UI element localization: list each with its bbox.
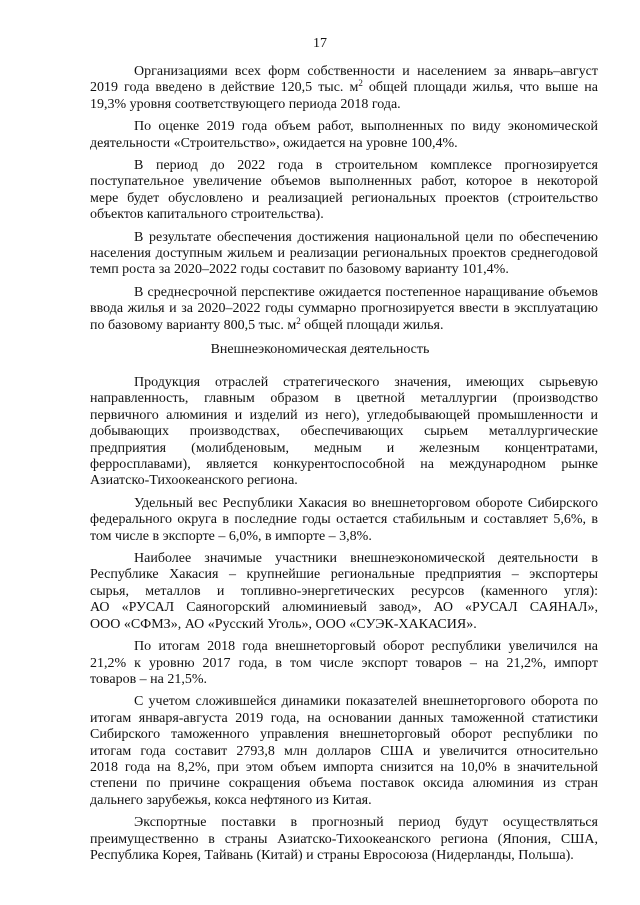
paragraph-construction-estimate — [90, 119, 598, 152]
text-line: по базовому варианту 800,5 тыс. $м^2$ общей площади жилья. — [90, 315, 444, 333]
construction-section — [90, 64, 598, 334]
paragraph-strategic-products — [90, 375, 598, 490]
text-line: ООО «СФМЗ», АО «Русский Уголь», ООО «СУЭК-ХАКАСИЯ». — [90, 616, 477, 632]
text-line: мере будет обусловлено и реализацией региональных проектов (строительство — [90, 190, 598, 206]
text-line: 2019 года введено в действие 120,5 тыс. $м^2$ общей площади жилья, что выше на — [90, 78, 598, 96]
text-line: объектов капитального строительства). — [90, 207, 324, 223]
paragraph-key-participants — [90, 551, 598, 633]
section-heading: Внешнеэкономическая деятельность — [210, 342, 430, 357]
text-line: В период до 2022 года в строительном комплексе прогнозируется — [134, 158, 598, 174]
text-line: Наиболее значимые участники внешнеэкономической деятельности в — [134, 551, 598, 567]
paragraph-export-destinations — [90, 815, 598, 864]
text-line: добывающих производствах, обеспечивающих сырьем металлургические — [90, 424, 598, 440]
text-line: темп роста за 2020–2022 годы составит по базовому варианту 101,4%. — [90, 262, 509, 278]
text-line: ввода жилья и за 2020–2022 годы суммарно прогнозируется ввести в эксплуатацию — [90, 301, 598, 317]
text-line: Республике Хакасия – крупнейшие региональные предприятия – экспортеры — [90, 567, 598, 583]
text-line: С учетом сложившейся динамики показателей внешнеторгового оборота по — [134, 694, 598, 710]
text-line: направленность, главным образом в цветной металлургии (производство — [90, 391, 598, 407]
text-line: АО «РУСАЛ Саяногорский алюминиевый завод», АО «РУСАЛ САЯНАЛ», — [90, 600, 598, 616]
text-line: Экспортные поставки в прогнозный период будут осуществляться — [134, 815, 598, 831]
paragraph-trade-2018 — [90, 639, 598, 688]
text-line: Республика Корея, Тайвань (Китай) и страны Евросоюза (Нидерланды, Польша). — [90, 847, 574, 863]
text-line: федерального округа в последние годы остается стабильным и составляет 5,6%, в — [90, 512, 598, 528]
text-line: населения доступным жильем и реализации региональных проектов среднегодовой — [90, 246, 598, 262]
text-line: преимущественно в страны Азиатско-Тихоокеанского региона (Япония, США, — [90, 831, 598, 847]
text-line: 21,2% к уровню 2017 года, в том числе экспорт товаров – на 21,2%, импорт — [90, 655, 598, 671]
text-line: первичного алюминия и изделий из него), угледобывающей промышленности и — [90, 407, 598, 423]
paragraph-medium-term-housing — [90, 285, 598, 334]
text-line: Сибирского таможенного управления внешнеторговый оборот республики по — [90, 727, 598, 743]
text-line: дальнего зарубежья, кокса нефтяного из Китая. — [90, 792, 372, 808]
text-line: Организациями всех форм собственности и населением за январь–август — [134, 64, 598, 79]
text-line: Удельный вес Республики Хакасия во внешнеторговом обороте Сибирского — [134, 495, 598, 511]
text-line: В среднесрочной перспективе ожидается постепенное наращивание объемов — [134, 284, 598, 300]
text-line: По оценке 2019 года объем работ, выполненных по виду экономической — [134, 119, 598, 135]
text-line: итогам года составит 2793,8 млн долларов США и увеличится относительно — [90, 743, 598, 759]
text-line: деятельности «Строительство», ожидается на уровне 100,4%. — [90, 135, 458, 151]
paragraph-trade-forecast-2019 — [90, 694, 598, 809]
paragraph-trade-share — [90, 496, 598, 545]
text-line: поступательное увеличение объемов выполненных работ, которое в некоторой — [90, 174, 598, 190]
text-line: 19,3% уровня соответствующего периода 2018 года. — [90, 96, 401, 112]
page-number: 17 — [313, 36, 327, 51]
text-line: итогам января-августа 2019 года, на основании данных таможенной статистики — [90, 710, 598, 726]
text-line: предприятия (молибденовым, медным и железным концентратами, — [90, 440, 598, 456]
text-line: степени по причине сокращения объема поставок оксида алюминия из стран — [90, 776, 598, 792]
paragraph-housing-commissioning — [90, 64, 598, 113]
text-line: товаров – на 21,5%. — [90, 671, 208, 687]
text-line: По итогам 2018 года внешнеторговый оборот республики увеличился на — [134, 639, 598, 655]
foreign-economic-section — [90, 375, 598, 864]
text-line: сырья, металлов и топливно-энергетических ресурсов (каменного угля): — [90, 583, 598, 599]
text-line: В результате обеспечения достижения национальной цели по обеспечению — [134, 229, 598, 245]
paragraph-national-goal — [90, 230, 598, 279]
text-line: Азиатско-Тихоокеанского региона. — [90, 473, 298, 489]
text-line: том числе в экспорте – 6,0%, в импорте – 3,8%. — [90, 528, 372, 544]
text-line: Продукция отраслей стратегического значения, имеющих сырьевую — [134, 375, 598, 390]
text-line: ферросплавами), является конкурентоспособной на международном рынке — [90, 457, 598, 473]
paragraph-construction-forecast — [90, 158, 598, 224]
text-line: 2018 года на 8,2%, при этом объем импорта снизится на 10,0% в значительной — [90, 759, 598, 775]
